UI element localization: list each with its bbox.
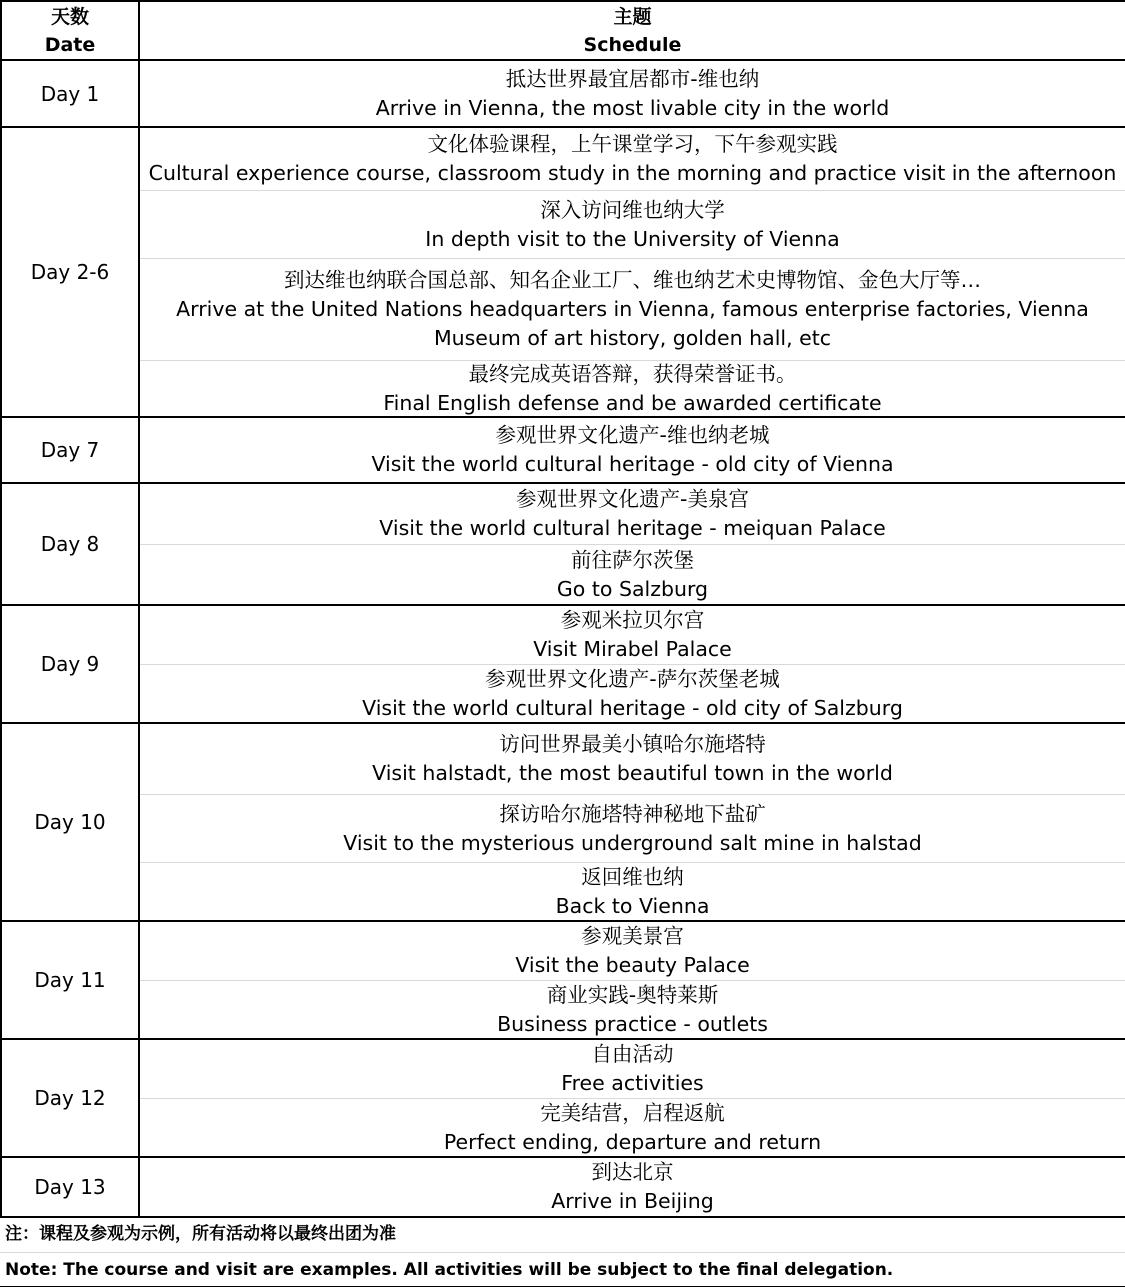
activity-title-zh: 商业实践-奥特莱斯 [546, 982, 719, 1007]
activity-item [140, 418, 1125, 482]
activity-title-zh: 参观世界文化遗产-萨尔茨堡老城 [485, 666, 780, 691]
activity-title-en: Visit the beauty Palace [515, 953, 750, 977]
activity-title-en: Go to Salzburg [556, 576, 709, 601]
activity-title-zh: 文化体验课程，上午课堂学习，下午参观实践 [427, 132, 838, 156]
date-header-en: Date [44, 33, 96, 56]
activity-title-en: In depth visit to the University of Vienna [425, 226, 840, 251]
activity-title-en: Free activities [561, 1071, 704, 1095]
day-row [1, 417, 1125, 483]
activity-item [140, 1040, 1125, 1098]
activity-title-zh: 参观世界文化遗产-美泉宫 [516, 487, 749, 511]
day-label: Day 12 [1, 1039, 139, 1157]
day-label: Day 13 [1, 1157, 139, 1217]
activity-title-en: Visit the world cultural heritage - meiquan Palace [379, 516, 886, 540]
activities-cell [139, 605, 1125, 723]
day-row [1, 60, 1125, 127]
activity-item [140, 724, 1125, 794]
activity-item [140, 980, 1125, 1038]
activity-item [140, 922, 1125, 980]
day-label: Day 2-6 [1, 127, 139, 417]
activity-title-en: Arrive in Vienna, the most livable city in the world [375, 95, 890, 120]
activity-title-en: Cultural experience course, classroom study in the morning and practice visit in the afternoon [148, 161, 1117, 185]
day-row [1, 483, 1125, 605]
activity-title-zh: 最终完成英语答辩，获得荣誉证书。 [468, 361, 797, 386]
activity-title-zh: 完美结营，启程返航 [540, 1100, 725, 1125]
activity-title-zh: 返回维也纳 [581, 864, 684, 889]
activity-item [140, 190, 1125, 258]
activity-title-en: Perfect ending, departure and return [443, 1129, 822, 1154]
activity-title-zh: 参观世界文化遗产-维也纳老城 [495, 423, 770, 447]
activity-item [140, 606, 1125, 664]
schedule-column-header [139, 1, 1125, 60]
activity-item [140, 544, 1125, 604]
activity-title-zh: 到达维也纳联合国总部、知名企业工厂、维也纳艺术史博物馆、金色大厅等… [284, 268, 981, 292]
activities-cell [139, 723, 1125, 921]
activity-title-zh: 参观米拉贝尔宫 [560, 608, 705, 632]
day-row [1, 1039, 1125, 1157]
date-header-zh: 天数 [50, 5, 89, 28]
day-row [1, 127, 1125, 417]
activity-item [140, 61, 1125, 126]
activity-title-zh: 自由活动 [591, 1042, 674, 1066]
activity-title-en: Arrive at the United Nations headquarters in Vienna, famous enterprise factories, Vienna Museum of art history, golden hall, etc [176, 297, 1089, 350]
schedule-header-en: Schedule [583, 33, 682, 56]
day-row [1, 921, 1125, 1039]
note-zh: 注：课程及参观为示例，所有活动将以最终出团为准 [0, 1217, 1125, 1253]
note-en: Note: The course and visit are examples. All activities will be subject to the final delegation. [0, 1253, 1125, 1287]
activity-title-en: Arrive in Beijing [551, 1189, 714, 1213]
activities-cell [139, 1039, 1125, 1157]
activity-title-en: Back to Vienna [555, 893, 710, 918]
activity-title-en: Visit to the mysterious underground salt mine in halstad [343, 830, 922, 855]
activity-title-zh: 到达北京 [591, 1160, 674, 1184]
activity-item [140, 862, 1125, 920]
schedule-header-zh: 主题 [613, 5, 652, 28]
activity-item [140, 1098, 1125, 1156]
day-row [1, 605, 1125, 723]
day-row [1, 723, 1125, 921]
activity-title-en: Visit the world cultural heritage - old city of Salzburg [362, 695, 903, 720]
day-label: Day 11 [1, 921, 139, 1039]
activities-cell [139, 60, 1125, 127]
activity-title-en: Business practice - outlets [497, 1011, 768, 1036]
activity-title-zh: 深入访问维也纳大学 [540, 197, 725, 222]
header-row [1, 1, 1125, 60]
activities-cell [139, 417, 1125, 483]
activity-title-en: Visit Mirabel Palace [533, 637, 732, 661]
activities-cell [139, 483, 1125, 605]
activity-item [140, 258, 1125, 360]
activity-title-zh: 前往萨尔茨堡 [571, 547, 694, 572]
activity-title-zh: 参观美景宫 [581, 924, 684, 948]
activity-title-zh: 访问世界最美小镇哈尔施塔特 [499, 732, 766, 756]
activity-item [140, 128, 1125, 190]
activity-item [140, 664, 1125, 722]
activities-cell [139, 1157, 1125, 1217]
activity-title-zh: 探访哈尔施塔特神秘地下盐矿 [499, 801, 766, 826]
day-row [1, 1157, 1125, 1217]
activities-cell [139, 127, 1125, 417]
day-label: Day 9 [1, 605, 139, 723]
activity-item [140, 360, 1125, 416]
activity-item [140, 794, 1125, 862]
day-label: Day 1 [1, 60, 139, 127]
activities-cell [139, 921, 1125, 1039]
activity-item [140, 1158, 1125, 1216]
date-column-header [1, 1, 139, 60]
day-label: Day 8 [1, 483, 139, 605]
activity-title-zh: 抵达世界最宜居都市-维也纳 [505, 66, 760, 91]
activity-title-en: Visit halstadt, the most beautiful town in the world [372, 761, 893, 785]
activity-item [140, 484, 1125, 544]
activity-title-en: Visit the world cultural heritage - old city of Vienna [371, 452, 894, 476]
day-label: Day 7 [1, 417, 139, 483]
notes-block [0, 1217, 1125, 1287]
day-label: Day 10 [1, 723, 139, 921]
activity-title-en: Final English defense and be awarded certificate [383, 390, 882, 415]
